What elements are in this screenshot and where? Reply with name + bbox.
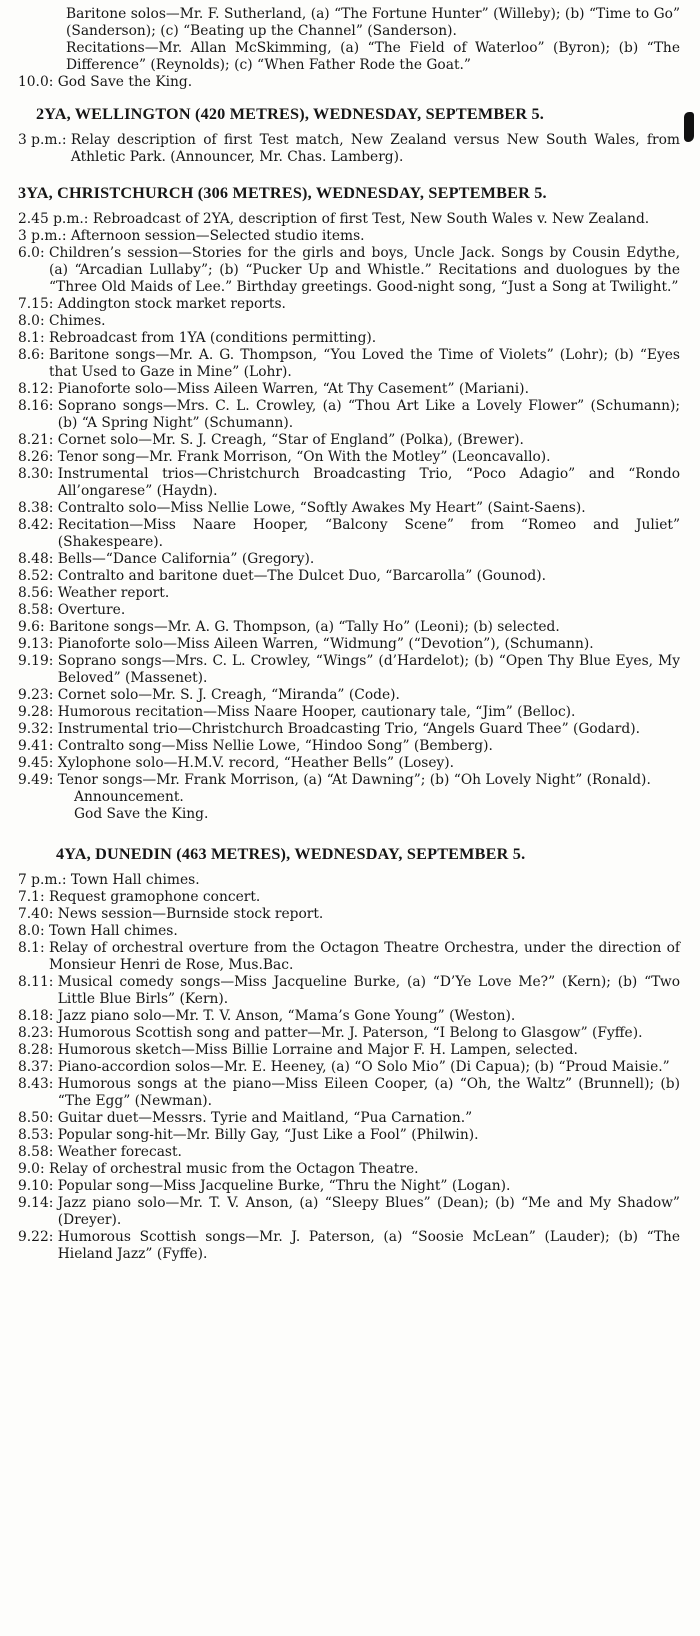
- entry-time: 8.12:: [18, 381, 58, 397]
- entry-time: 8.1:: [18, 330, 49, 346]
- entry-time: 8.43:: [18, 1076, 58, 1092]
- previous-programme-tail: [18, 6, 680, 91]
- programme-entry: [18, 653, 680, 687]
- entry-text: Pianoforte solo—Miss Aileen Warren, “Widmung” (“Devotion”), (Schumann).: [57, 636, 594, 652]
- entry-text: News session—Burnside stock report.: [57, 906, 324, 922]
- ink-blot: [684, 112, 694, 142]
- programme-entry: [18, 74, 680, 91]
- entry-text: Relay description of first Test match, New Zealand versus New South Wales, from Athletic Park. (Announcer, Mr. Chas. Lamberg).: [70, 132, 680, 165]
- entry-text: Town Hall chimes.: [48, 923, 178, 939]
- entry-time: 8.30:: [18, 466, 58, 482]
- entry-text: Jazz piano solo—Mr. T. V. Anson, “Mama’s Gone Young” (Weston).: [57, 1008, 516, 1024]
- entry-time: 8.18:: [18, 1008, 58, 1024]
- entry-text: Contralto solo—Miss Nellie Lowe, “Softly Awakes My Heart” (Saint-Saens).: [57, 500, 586, 516]
- programme-entry: [18, 551, 680, 568]
- entry-text: Rebroadcast of 2YA, description of first Test, New South Wales v. New Zealand.: [92, 211, 650, 227]
- closing-anthem: God Save the King.: [74, 806, 209, 822]
- programme-entry: [18, 432, 680, 449]
- section-heading-dunedin: 4YA, DUNEDIN (463 METRES), WEDNESDAY, SEPTEMBER 5.: [56, 845, 526, 863]
- entry-text: Chimes.: [48, 313, 106, 329]
- programme-entry: [18, 602, 680, 619]
- entry-text: Humorous Scottish song and patter—Mr. J. Paterson, “I Belong to Glasgow” (Fyffe).: [57, 1025, 643, 1041]
- programme-entry: [18, 313, 680, 330]
- entry-time: 8.50:: [18, 1110, 58, 1126]
- entry-time: 9.14:: [18, 1195, 58, 1211]
- entry-text: God Save the King.: [57, 74, 193, 90]
- entry-text: Bells—“Dance California” (Gregory).: [57, 551, 315, 567]
- entry-time: 8.28:: [18, 1042, 58, 1058]
- programme-entry: [18, 1229, 680, 1263]
- entry-time: 9.49:: [18, 772, 58, 788]
- entry-time: 7.15:: [18, 296, 58, 312]
- programme-entry: [18, 772, 680, 789]
- programme-entry: [18, 755, 680, 772]
- programme-entry: [18, 1059, 680, 1076]
- programme-entry: [18, 687, 680, 704]
- programme-entry: [18, 585, 680, 602]
- programme-entry: [18, 1110, 680, 1127]
- entry-time: 9.13:: [18, 636, 58, 652]
- entry-time: 9.32:: [18, 721, 58, 737]
- entry-text: Contralto and baritone duet—The Dulcet Duo, “Barcarolla” (Gounod).: [57, 568, 547, 584]
- entry-time: 9.23:: [18, 687, 58, 703]
- programme-entry: [18, 398, 680, 432]
- entry-text: Overture.: [57, 602, 126, 618]
- programme-entry: [18, 449, 680, 466]
- dunedin-programme: [18, 872, 680, 1263]
- entry-text: Humorous songs at the piano—Miss Eileen Cooper, (a) “Oh, the Waltz” (Brunnell); (b) “The Egg” (Newman).: [57, 1076, 680, 1109]
- entry-time: 8.38:: [18, 500, 58, 516]
- entry-time: 9.10:: [18, 1178, 58, 1194]
- entry-time: 8.21:: [18, 432, 58, 448]
- programme-entry: [18, 1076, 680, 1110]
- entry-time: 7.40:: [18, 906, 58, 922]
- entry-text: Humorous recitation—Miss Naare Hooper, cautionary tale, “Jim” (Belloc).: [57, 704, 576, 720]
- christchurch-programme: [18, 211, 680, 789]
- entry-text: Relay of orchestral overture from the Octagon Theatre Orchestra, under the direction of Monsieur Henri de Rose, Mus.Bac.: [48, 940, 680, 973]
- entry-text: Baritone songs—Mr. A. G. Thompson, (a) “Tally Ho” (Leoni); (b) selected.: [48, 619, 560, 635]
- programme-entry: [18, 466, 680, 500]
- programme-entry: [18, 721, 680, 738]
- entry-time: 8.37:: [18, 1059, 58, 1075]
- programme-entry: [18, 381, 680, 398]
- entry-text: Xylophone solo—H.M.V. record, “Heather Bells” (Losey).: [57, 755, 455, 771]
- entry-time: 8.26:: [18, 449, 58, 465]
- entry-time: 3 p.m.:: [18, 132, 71, 148]
- programme-entry: [18, 245, 680, 296]
- entry-time: 8.58:: [18, 602, 58, 618]
- entry-time: 9.19:: [18, 653, 58, 669]
- section-heading-wellington: 2YA, WELLINGTON (420 METRES), WEDNESDAY, SEPTEMBER 5.: [36, 105, 545, 123]
- programme-entry: [18, 1042, 680, 1059]
- entry-time: 8.42:: [18, 517, 58, 533]
- entry-text: Recitation—Miss Naare Hooper, “Balcony Scene” from “Romeo and Juliet” (Shakespeare).: [57, 517, 680, 550]
- entry-text: Rebroadcast from 1YA (conditions permitting).: [48, 330, 377, 346]
- entry-text: Request gramophone concert.: [48, 889, 261, 905]
- entry-text: Contralto song—Miss Nellie Lowe, “Hindoo Song” (Bemberg).: [57, 738, 493, 754]
- entry-text: Tenor song—Mr. Frank Morrison, “On With the Motley” (Leoncavallo).: [57, 449, 551, 465]
- entry-time: 10.0:: [18, 74, 58, 90]
- programme-entry: [18, 347, 680, 381]
- programme-entry: [18, 6, 680, 40]
- programme-entry: [18, 906, 680, 923]
- entry-text: Jazz piano solo—Mr. T. V. Anson, (a) “Sleepy Blues” (Dean); (b) “Me and My Shadow” (Dreyer).: [57, 1195, 680, 1228]
- programme-entry: [18, 330, 680, 347]
- entry-text: Instrumental trio—Christchurch Broadcasting Trio, “Angels Guard Thee” (Godard).: [57, 721, 640, 737]
- entry-text: Recitations—Mr. Allan McSkimming, (a) “The Field of Waterloo” (Byron); (b) “The Difference” (Reynolds); (c) “When Father Rode the Goat.”: [66, 40, 680, 73]
- entry-time: 9.28:: [18, 704, 58, 720]
- programme-entry: [18, 1195, 680, 1229]
- programme-entry: [18, 517, 680, 551]
- programme-entry: [18, 228, 680, 245]
- entry-time: 9.41:: [18, 738, 58, 754]
- entry-text: Children’s session—Stories for the girls and boys, Uncle Jack. Songs by Cousin Edythe, (a) “Arcadian Lullaby”; (b) “Pucker Up and Whistle.” Recitations and duologues by the “Three Old Maids of Lee.” Birthday greetings. Good-night song, “Just a Song at Twilight.”: [48, 245, 680, 295]
- programme-entry: [18, 568, 680, 585]
- entry-time: 8.56:: [18, 585, 58, 601]
- programme-entry: [18, 132, 680, 166]
- entry-time: 8.11:: [18, 974, 58, 990]
- entry-text: Cornet solo—Mr. S. J. Creagh, “Miranda” (Code).: [57, 687, 400, 703]
- entry-text: Relay of orchestral music from the Octagon Theatre.: [48, 1161, 419, 1177]
- entry-text: Addington stock market reports.: [57, 296, 286, 312]
- programme-entry: [18, 296, 680, 313]
- programme-entry: [18, 974, 680, 1008]
- programme-entry: [18, 1008, 680, 1025]
- entry-text: Afternoon session—Selected studio items.: [70, 228, 365, 244]
- entry-time: 7.1:: [18, 889, 49, 905]
- entry-time: 8.16:: [18, 398, 58, 414]
- entry-time: 9.6:: [18, 619, 49, 635]
- programme-entry: [18, 872, 680, 889]
- programme-entry: [18, 923, 680, 940]
- entry-text: Weather report.: [57, 585, 170, 601]
- programme-entry: [18, 211, 680, 228]
- section-heading-christchurch: 3YA, CHRISTCHURCH (306 METRES), WEDNESDAY, SEPTEMBER 5.: [18, 184, 547, 202]
- entry-text: Weather forecast.: [57, 1144, 182, 1160]
- entry-text: Tenor songs—Mr. Frank Morrison, (a) “At Dawning”; (b) “Oh Lovely Night” (Ronald).: [57, 772, 651, 788]
- entry-text: Town Hall chimes.: [70, 872, 200, 888]
- entry-time: 9.45:: [18, 755, 58, 771]
- entry-text: Popular song-hit—Mr. Billy Gay, “Just Like a Fool” (Philwin).: [57, 1127, 479, 1143]
- entry-text: Baritone songs—Mr. A. G. Thompson, “You Loved the Time of Violets” (Lohr); (b) “Eyes that Used to Gaze in Mine” (Lohr).: [48, 347, 680, 380]
- entry-text: Humorous Scottish songs—Mr. J. Paterson, (a) “Soosie McLean” (Lauder); (b) “The Hieland Jazz” (Fyffe).: [57, 1229, 680, 1262]
- programme-entry: [18, 40, 680, 74]
- entry-text: Cornet solo—Mr. S. J. Creagh, “Star of England” (Polka), (Brewer).: [57, 432, 524, 448]
- announcement: Announcement.: [74, 789, 184, 805]
- wellington-programme: [18, 132, 680, 166]
- entry-time: 8.52:: [18, 568, 58, 584]
- programme-entry: [18, 500, 680, 517]
- programme-entry: [18, 1161, 680, 1178]
- entry-time: 8.1:: [18, 940, 49, 956]
- entry-time: 9.22:: [18, 1229, 58, 1245]
- programme-entry: [18, 1178, 680, 1195]
- entry-time: 8.0:: [18, 923, 49, 939]
- entry-text: Popular song—Miss Jacqueline Burke, “Thru the Night” (Logan).: [57, 1178, 511, 1194]
- entry-time: 8.23:: [18, 1025, 58, 1041]
- programme-entry: [18, 636, 680, 653]
- programme-entry: [18, 1025, 680, 1042]
- programme-entry: [18, 738, 680, 755]
- entry-text: Humorous sketch—Miss Billie Lorraine and Major F. H. Lampen, selected.: [57, 1042, 578, 1058]
- programme-entry: [18, 940, 680, 974]
- entry-text: Guitar duet—Messrs. Tyrie and Maitland, “Pua Carnation.”: [57, 1110, 473, 1126]
- programme-entry: [18, 1144, 680, 1161]
- entry-time: 8.6:: [18, 347, 49, 363]
- programme-entry: [18, 619, 680, 636]
- programme-entry: [18, 704, 680, 721]
- entry-text: Soprano songs—Mrs. C. L. Crowley, “Wings” (d’Hardelot); (b) “Open Thy Blue Eyes, My Beloved” (Massenet).: [57, 653, 680, 686]
- entry-time: 8.48:: [18, 551, 58, 567]
- entry-time: 8.58:: [18, 1144, 58, 1160]
- entry-time: 8.53:: [18, 1127, 58, 1143]
- entry-text: Piano-accordion solos—Mr. E. Heeney, (a) “O Solo Mio” (Di Capua); (b) “Proud Maisie.”: [57, 1059, 670, 1075]
- entry-time: 8.0:: [18, 313, 49, 329]
- entry-time: 2.45 p.m.:: [18, 211, 93, 227]
- programme-entry: [18, 889, 680, 906]
- entry-text: Pianoforte solo—Miss Aileen Warren, “At Thy Casement” (Mariani).: [57, 381, 529, 397]
- programme-entry: [18, 1127, 680, 1144]
- entry-time: 6.0:: [18, 245, 49, 261]
- entry-time: 9.0:: [18, 1161, 49, 1177]
- entry-text: Soprano songs—Mrs. C. L. Crowley, (a) “Thou Art Like a Lovely Flower” (Schumann); (b) “A Spring Night” (Schumann).: [57, 398, 680, 431]
- entry-text: Musical comedy songs—Miss Jacqueline Burke, (a) “D’Ye Love Me?” (Kern); (b) “Two Little Blue Birls” (Kern).: [57, 974, 680, 1007]
- entry-text: Baritone solos—Mr. F. Sutherland, (a) “The Fortune Hunter” (Willeby); (b) “Time to Go” (Sanderson); (c) “Beating up the Channel” (Sanderson).: [66, 6, 680, 39]
- entry-text: Instrumental trios—Christchurch Broadcasting Trio, “Poco Adagio” and “Rondo All’ongarese” (Haydn).: [57, 466, 680, 499]
- entry-time: 7 p.m.:: [18, 872, 71, 888]
- entry-time: 3 p.m.:: [18, 228, 71, 244]
